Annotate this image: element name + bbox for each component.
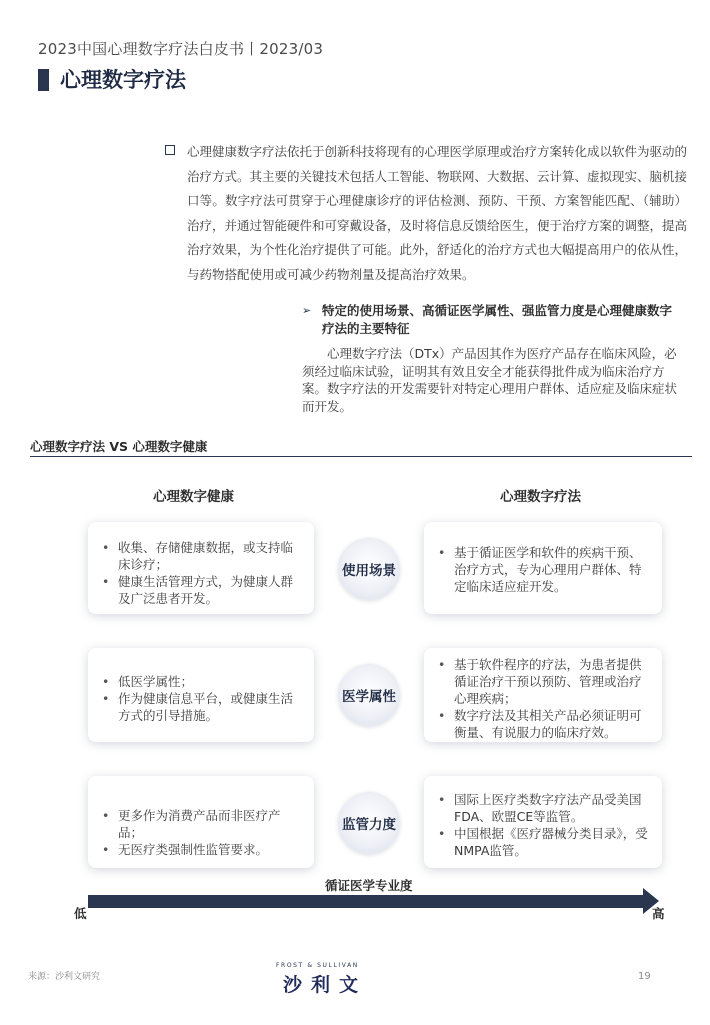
checkbox-bullet-icon	[165, 145, 175, 155]
left-card-usage	[88, 522, 314, 614]
list-item: • 基于软件程序的疗法，为患者提供循证治疗干预以预防、管理或治疗心理疾病；	[454, 656, 648, 707]
row-label-usage: 使用场景	[338, 538, 400, 600]
highlight-body: 心理数字疗法（DTx）产品因其作为医疗产品存在临床风险，必须经过临床试验，证明其有效且安全才能获得批件成为临床治疗方案。数字疗法的开发需要针对特定心理用户群体、适应症及临床症状而开发。	[302, 346, 678, 414]
running-header: 2023中国心理数字疗法白皮书丨2023/03	[38, 40, 324, 58]
logo-tagline: FROST & SULLIVAN	[276, 962, 359, 969]
intro-paragraph: 心理健康数字疗法依托于创新科技将现有的心理医学原理或治疗方案转化成以软件为驱动的治疗方式。其主要的关键技术包括人工智能、物联网、大数据、云计算、虚拟现实、脑机接口等。数字疗法可贯穿于心理健康诊疗的评估检测、预防、干预、方案智能匹配、（辅助）治疗，并通过智能硬件和可穿戴设备，及时将信息反馈给医生，便于治疗方案的调整，提高治疗效果，为个性化治疗提供了可能。此外，舒适化的治疗方式也大幅提高用户的依从性，与药物搭配使用或可减少药物剂量及提高治疗效果。	[187, 144, 688, 282]
arrow-bullet-icon: ➢	[302, 304, 312, 317]
list-item: • 基于循证医学和软件的疾病干预、治疗方式，专为心理用户群体、特定临床适应症开发。	[454, 544, 648, 595]
left-card-medical	[88, 648, 314, 742]
page-number: 19	[638, 971, 651, 982]
axis-high-label: 高	[652, 906, 665, 921]
list-item: • 国际上医疗类数字疗法产品受美国FDA、欧盟CE等监管。	[454, 791, 648, 825]
section-title: 心理数字疗法 VS 心理数字健康	[30, 439, 208, 454]
highlight-heading: 特定的使用场景、高循证医学属性、强监管力度是心理健康数字疗法的主要特征	[322, 303, 673, 336]
list-item: • 低医学属性；	[118, 673, 300, 690]
list-item: • 健康生活管理方式，为健康人群及广泛患者开发。	[118, 573, 300, 607]
list-item: • 更多作为消费产品而非医疗产品；	[118, 807, 300, 841]
axis-arrow-bar	[88, 895, 644, 908]
source-note: 来源：沙利文研究	[28, 972, 101, 982]
row-label-regulation: 监管力度	[338, 792, 400, 854]
row-label-medical: 医学属性	[338, 664, 400, 726]
left-card-regulation	[88, 776, 314, 868]
right-card-regulation	[424, 776, 662, 868]
list-item: • 作为健康信息平台，或健康生活方式的引导措施。	[118, 690, 300, 724]
list-item: • 中国根据《医疗器械分类目录》，受NMPA监管。	[454, 825, 648, 859]
axis-low-label: 低	[74, 906, 87, 921]
page-title: 心理数字疗法	[60, 68, 186, 92]
logo: 沙利文	[283, 974, 368, 996]
right-card-usage	[424, 522, 662, 614]
left-column-heading: 心理数字健康	[153, 489, 234, 505]
title-accent-bar	[38, 69, 49, 91]
list-item: • 数字疗法及其相关产品必须证明可衡量、有说服力的临床疗效。	[454, 707, 648, 741]
right-column-heading: 心理数字疗法	[500, 489, 581, 505]
axis-label: 循证医学专业度	[325, 878, 413, 893]
section-divider	[30, 456, 692, 457]
list-item: • 无医疗类强制性监管要求。	[118, 841, 300, 858]
right-card-medical	[424, 648, 662, 742]
list-item: • 收集、存储健康数据，或支持临床诊疗；	[118, 539, 300, 573]
